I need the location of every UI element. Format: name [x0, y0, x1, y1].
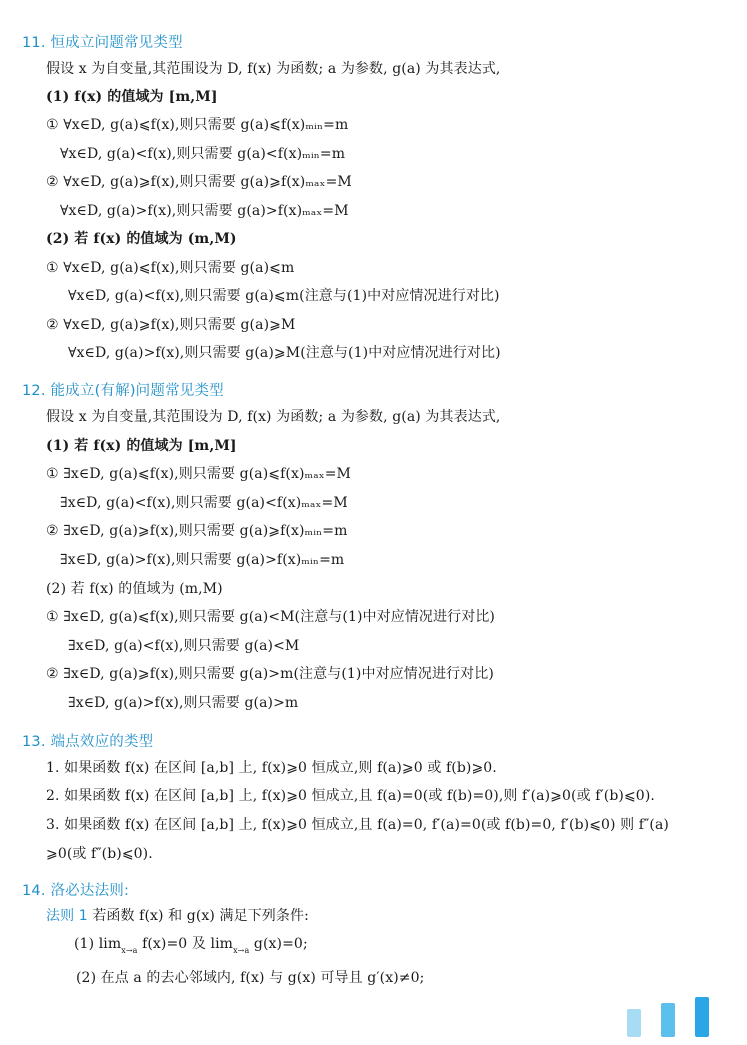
- section-title-14: 14. 洛必达法则:: [22, 883, 130, 899]
- section-title-13: 13. 端点效应的类型: [22, 734, 154, 750]
- rule-name: 法则 1: [46, 908, 88, 924]
- corner-bar: [695, 997, 709, 1037]
- lim-word: lim: [210, 936, 234, 952]
- cond1-part1: f(x)=0 及: [142, 936, 211, 952]
- condition-1: [74, 935, 308, 955]
- text-line: 1. 如果函数 f(x) 在区间 [a,b] 上, f(x)⩾0 恒成立,则 f(a)⩾0 或 f(b)⩾0.: [46, 760, 497, 776]
- lim-word: lim: [98, 936, 122, 952]
- condition-2: (2) 在点 a 的去心邻域内, f(x) 与 g(x) 可导且 g′(x)≠0;: [76, 970, 425, 986]
- text-line: ∃x∈D, g(a)>f(x),则只需要 g(a)>f(x)ₘᵢₙ=m: [60, 552, 345, 568]
- cond1-part2: g(x)=0;: [253, 936, 308, 952]
- text-line: ① ∃x∈D, g(a)⩽f(x),则只需要 g(a)<M(注意与(1)中对应情况进行对比): [46, 609, 495, 625]
- corner-bar: [661, 1003, 675, 1037]
- rule-text: 若函数 f(x) 和 g(x) 满足下列条件:: [92, 908, 309, 924]
- lim-subscript: x→a: [121, 946, 138, 955]
- text-line: 假设 x 为自变量,其范围设为 D, f(x) 为函数; a 为参数, g(a) 为其表达式,: [46, 409, 501, 425]
- limit-operator: [211, 935, 250, 955]
- text-line: ∀x∈D, g(a)<f(x),则只需要 g(a)⩽m(注意与(1)中对应情况进行对比): [68, 288, 500, 304]
- text-line: ② ∀x∈D, g(a)⩾f(x),则只需要 g(a)⩾M: [46, 317, 296, 333]
- text-line: ① ∃x∈D, g(a)⩽f(x),则只需要 g(a)⩽f(x)ₘₐₓ=M: [46, 466, 351, 482]
- text-line: ② ∃x∈D, g(a)⩾f(x),则只需要 g(a)>m(注意与(1)中对应情况进行对比): [46, 666, 494, 682]
- text-line: ① ∀x∈D, g(a)⩽f(x),则只需要 g(a)⩽m: [46, 260, 295, 276]
- corner-decoration: [627, 997, 719, 1037]
- cond1-prefix: (1): [74, 936, 99, 952]
- subheading: (2) 若 f(x) 的值域为 (m,M): [46, 231, 237, 247]
- text-line: ② ∀x∈D, g(a)⩾f(x),则只需要 g(a)⩾f(x)ₘₐₓ=M: [46, 174, 352, 190]
- subheading: (1) f(x) 的值域为 [m,M]: [46, 89, 218, 105]
- corner-bar: [627, 1009, 641, 1037]
- limit-operator: [99, 935, 138, 955]
- text-line: ∃x∈D, g(a)<f(x),则只需要 g(a)<M: [68, 638, 300, 654]
- text-line: ② ∃x∈D, g(a)⩾f(x),则只需要 g(a)⩾f(x)ₘᵢₙ=m: [46, 523, 348, 539]
- text-line: ⩾0(或 f″(b)⩽0).: [46, 846, 153, 862]
- text-line: ∃x∈D, g(a)<f(x),则只需要 g(a)<f(x)ₘₐₓ=M: [60, 495, 348, 511]
- subheading: (1) 若 f(x) 的值域为 [m,M]: [46, 438, 237, 454]
- text-line: ∀x∈D, g(a)>f(x),则只需要 g(a)>f(x)ₘₐₓ=M: [60, 203, 349, 219]
- section-title-12: 12. 能成立(有解)问题常见类型: [22, 383, 224, 399]
- text-line: 2. 如果函数 f(x) 在区间 [a,b] 上, f(x)⩾0 恒成立,且 f(a)=0(或 f(b)=0),则 f′(a)⩾0(或 f′(b)⩽0).: [46, 788, 655, 804]
- rule-line: [46, 907, 309, 925]
- text-line: ∀x∈D, g(a)<f(x),则只需要 g(a)<f(x)ₘᵢₙ=m: [60, 146, 346, 162]
- text-line: ① ∀x∈D, g(a)⩽f(x),则只需要 g(a)⩽f(x)ₘᵢₙ=m: [46, 117, 349, 133]
- text-line: 3. 如果函数 f(x) 在区间 [a,b] 上, f(x)⩾0 恒成立,且 f(a)=0, f′(a)=0(或 f(b)=0, f′(b)⩽0) 则 f″(a): [46, 817, 669, 833]
- text-line: 假设 x 为自变量,其范围设为 D, f(x) 为函数; a 为参数, g(a) 为其表达式,: [46, 61, 501, 77]
- text-line: ∃x∈D, g(a)>f(x),则只需要 g(a)>m: [68, 695, 299, 711]
- text-line: ∀x∈D, g(a)>f(x),则只需要 g(a)⩾M(注意与(1)中对应情况进行对比): [68, 345, 501, 361]
- lim-subscript: x→a: [233, 946, 250, 955]
- section-title-11: 11. 恒成立问题常见类型: [22, 35, 183, 51]
- subheading: (2) 若 f(x) 的值域为 (m,M): [46, 581, 223, 597]
